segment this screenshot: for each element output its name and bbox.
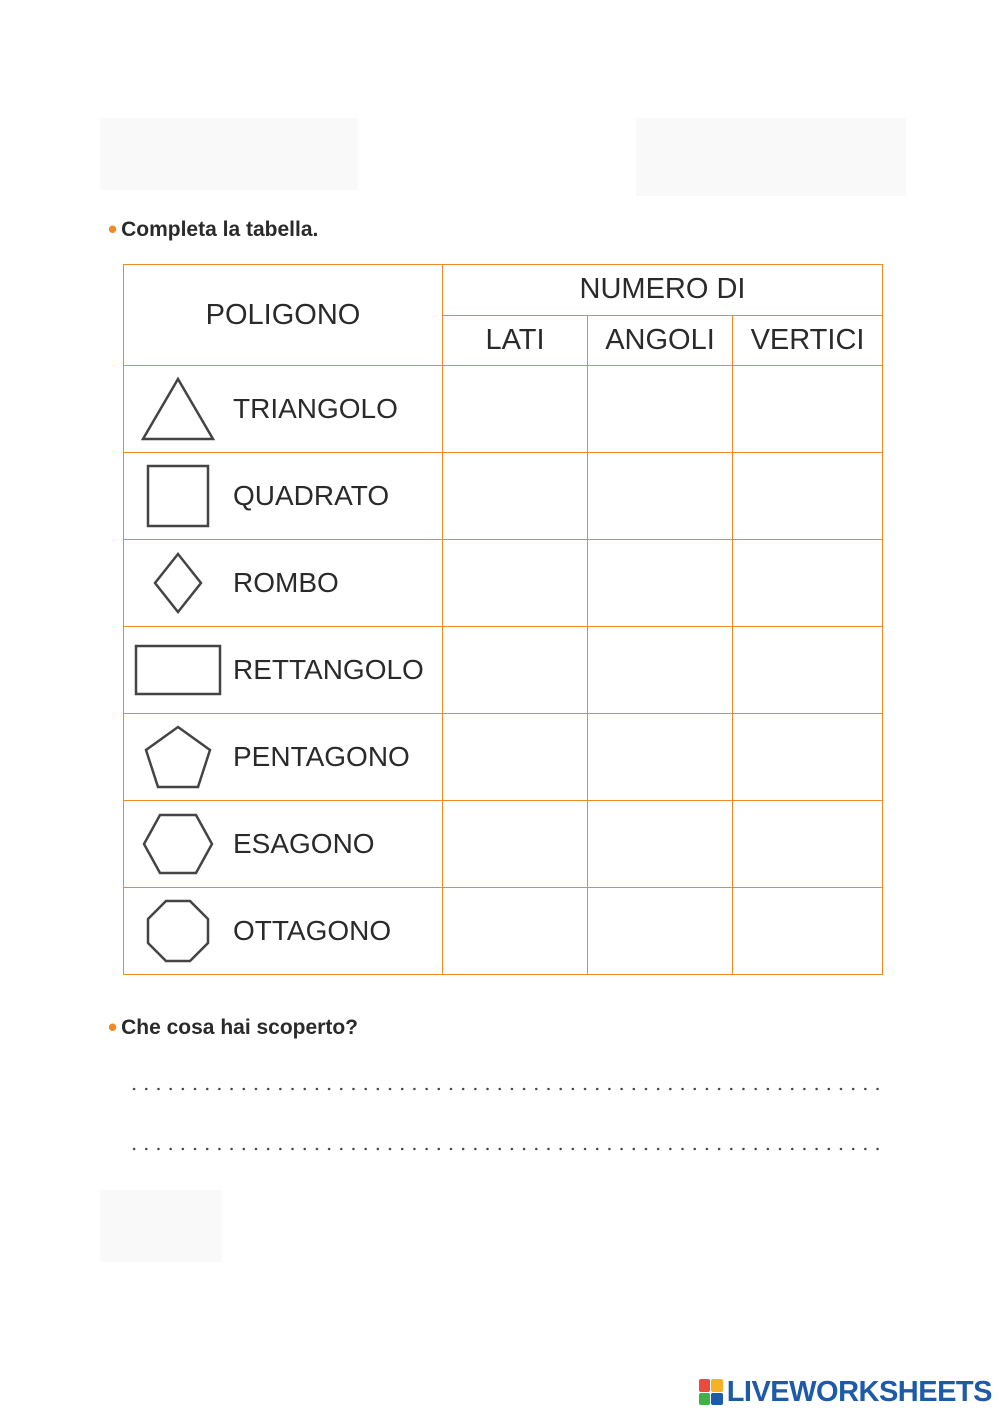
vertices-answer-field[interactable]: [733, 888, 883, 975]
background-artifact: [100, 118, 358, 190]
polygon-name: OTTAGONO: [233, 915, 392, 946]
vertices-answer-field[interactable]: [733, 714, 883, 801]
liveworksheets-logo: [699, 1375, 992, 1409]
polygon-name: ESAGONO: [233, 828, 375, 859]
octagon-icon: [144, 897, 212, 965]
pentagon-icon: [142, 723, 214, 791]
vertices-answer-field[interactable]: [733, 801, 883, 888]
instruction-text: Completa la tabella.: [121, 218, 319, 241]
background-artifact: [100, 1190, 222, 1262]
sides-answer-field[interactable]: [443, 453, 588, 540]
polygon-cell: [124, 627, 443, 714]
polygon-name: PENTAGONO: [233, 741, 410, 772]
sides-answer-field[interactable]: [443, 888, 588, 975]
logo-badge-icon: [699, 1379, 723, 1405]
angles-answer-field[interactable]: [588, 627, 733, 714]
sides-answer-field[interactable]: [443, 627, 588, 714]
polygon-cell: [124, 714, 443, 801]
square-icon: [143, 461, 213, 531]
polygon-name: TRIANGOLO: [233, 393, 398, 424]
polygon-cell: [124, 801, 443, 888]
sides-answer-field[interactable]: [443, 540, 588, 627]
instruction-text: Che cosa hai scoperto?: [121, 1016, 359, 1039]
angles-answer-field[interactable]: [588, 888, 733, 975]
instruction-complete-table: [108, 214, 318, 245]
header-number-of: NUMERO DI: [443, 265, 883, 316]
table-row: [124, 453, 883, 540]
polygon-name: ROMBO: [233, 567, 339, 598]
polygon-name: RETTANGOLO: [233, 654, 424, 685]
sides-answer-field[interactable]: [443, 801, 588, 888]
sides-answer-field[interactable]: [443, 714, 588, 801]
polygon-cell: [124, 540, 443, 627]
vertices-answer-field[interactable]: [733, 366, 883, 453]
vertices-answer-field[interactable]: [733, 627, 883, 714]
vertices-answer-field[interactable]: [733, 540, 883, 627]
angles-answer-field[interactable]: [588, 453, 733, 540]
bullet-icon: •: [108, 214, 118, 244]
answer-line-2[interactable]: [128, 1146, 884, 1152]
angles-answer-field[interactable]: [588, 714, 733, 801]
vertices-answer-field[interactable]: [733, 453, 883, 540]
table-row: [124, 801, 883, 888]
header-angles: ANGOLI: [588, 315, 733, 366]
table-row: [124, 888, 883, 975]
table-row: [124, 540, 883, 627]
rhombus-icon: [150, 551, 206, 615]
polygon-table: [123, 264, 883, 975]
hexagon-icon: [140, 811, 216, 877]
table-row: [124, 627, 883, 714]
bullet-icon: •: [108, 1012, 118, 1042]
background-artifact: [636, 118, 906, 196]
triangle-icon: [138, 374, 218, 444]
polygon-cell: [124, 366, 443, 453]
table-row: [124, 714, 883, 801]
logo-text: LIVEWORKSHEETS: [726, 1375, 992, 1408]
table-row: [124, 366, 883, 453]
polygon-cell: [124, 453, 443, 540]
instruction-what-discovered: [108, 1012, 358, 1043]
header-polygon: POLIGONO: [124, 265, 443, 366]
polygon-name: QUADRATO: [233, 480, 390, 511]
polygon-cell: [124, 888, 443, 975]
header-sides: LATI: [443, 315, 588, 366]
sides-answer-field[interactable]: [443, 366, 588, 453]
header-vertices: VERTICI: [733, 315, 883, 366]
angles-answer-field[interactable]: [588, 801, 733, 888]
answer-line-1[interactable]: [128, 1086, 884, 1092]
angles-answer-field[interactable]: [588, 540, 733, 627]
angles-answer-field[interactable]: [588, 366, 733, 453]
rectangle-icon: [133, 642, 223, 698]
